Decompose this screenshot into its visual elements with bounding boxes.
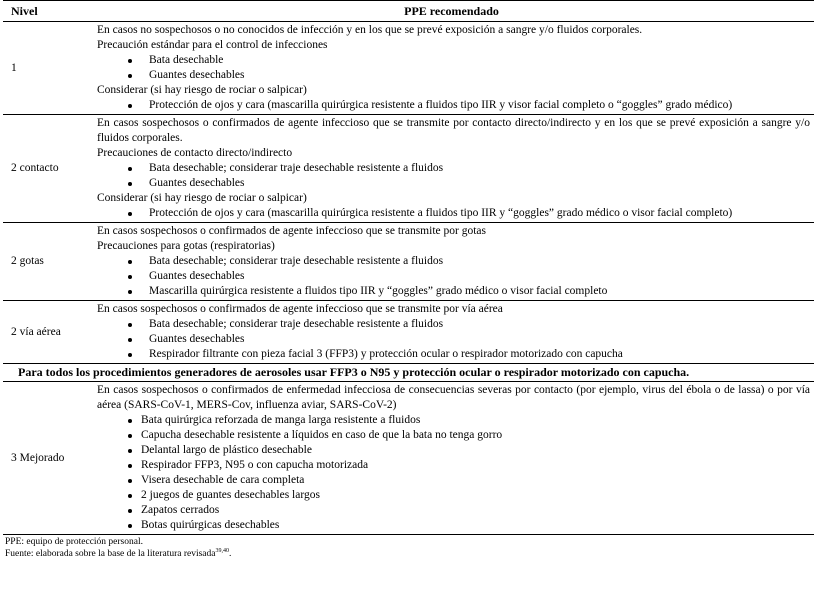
footnote-source-text: Fuente: elaborada sobre la base de la literatura revisada [5,549,216,559]
content-line: Precauciones de contacto directo/indirecto [97,147,293,159]
table-row [3,115,814,223]
bullet-item: Protección de ojos y cara (mascarilla quirúrgica resistente a fluidos tipo IIR y visor facial completo o “goggles” grado médico) [97,98,810,113]
row-content [89,382,814,535]
bullet-item: Guantes desechables [97,68,810,83]
content-line: En casos sospechosos o confirmados de agente infeccioso que se transmite por contacto directo/indirecto y en los que se prevé exposición a sangre y/o fluidos corporales. [97,117,810,144]
bullet-item: Mascarilla quirúrgica resistente a fluidos tipo IIR y “goggles” grado médico o visor facial completo [97,284,810,299]
table-row-enhanced [3,382,814,535]
row-level: 2 contacto [3,115,89,223]
bullet-item: Guantes desechables [97,332,810,347]
content-line: En casos sospechosos o confirmados de agente infeccioso que se transmite por gotas [97,225,486,237]
bullet-item: Botas quirúrgicas desechables [97,518,810,533]
bullet-item: Visera desechable de cara completa [97,473,810,488]
row-content [89,223,814,301]
table-header-row [3,1,814,22]
bullet-item: Respirador FFP3, N95 o con capucha motorizada [97,458,810,473]
bullet-item: Bata desechable; considerar traje desechable resistente a fluidos [97,317,810,332]
ppe-table [3,0,814,535]
row-level: 2 vía aérea [3,301,89,364]
content-line: Considerar (si hay riesgo de rociar o salpicar) [97,84,307,96]
table-footnotes [3,536,814,560]
all-procedures-row [3,364,814,382]
bullet-item: Bata desechable; considerar traje desechable resistente a fluidos [97,161,810,176]
content-line: En casos no sospechosos o no conocidos de infección y en los que se prevé exposición a sangre y/o fluidos corporales. [97,24,643,36]
table-body [3,22,814,535]
header-level: Nivel [3,1,89,22]
bullet-item: Respirador filtrante con pieza facial 3 (FFP3) y protección ocular o respirador motorizado con capucha [97,347,810,362]
bullet-item: Delantal largo de plástico desechable [97,443,810,458]
all-procedures-note: Para todos los procedimientos generadores de aerosoles usar FFP3 o N95 y protección ocular o respirador motorizado con capucha. [3,364,814,382]
content-line: En casos sospechosos o confirmados de agente infeccioso que se transmite por vía aérea [97,303,503,315]
row-content [89,301,814,364]
row-level: 2 gotas [3,223,89,301]
bullet-item: Zapatos cerrados [97,503,810,518]
bullet-item: Bata desechable; considerar traje desechable resistente a fluidos [97,254,810,269]
row-content [89,115,814,223]
header-ppe: PPE recomendado [89,1,814,22]
table-row [3,22,814,115]
bullet-item: 2 juegos de guantes desechables largos [97,488,810,503]
ppe-table-container [3,0,814,560]
content-line: Precauciones para gotas (respiratorias) [97,240,275,252]
footnote-abbreviation: PPE: equipo de protección personal. [5,537,143,547]
content-line: Considerar (si hay riesgo de rociar o salpicar) [97,192,307,204]
content-line: En casos sospechosos o confirmados de enfermedad infecciosa de consecuencias severas por contacto (por ejemplo, virus del ébola o de lassa) o por vía aérea (SARS-CoV-1, MERS-Cov, influenza aviar, SARS-CoV-2) [97,384,810,411]
content-line: Precaución estándar para el control de infecciones [97,39,328,51]
footnote-source [5,548,814,560]
row-level: 1 [3,22,89,115]
bullet-item: Guantes desechables [97,176,810,191]
bullet-item: Guantes desechables [97,269,810,284]
row-content [89,22,814,115]
bullet-item: Bata desechable [97,53,810,68]
footnote-source-refs: 39,40 [215,547,229,554]
bullet-item: Capucha desechable resistente a líquidos en caso de que la bata no tenga gorro [97,428,810,443]
bullet-item: Bata quirúrgica reforzada de manga larga resistente a fluidos [97,413,810,428]
bullet-item: Protección de ojos y cara (mascarilla quirúrgica resistente a fluidos tipo IIR y “goggles” grado médico o visor facial completo) [97,206,810,221]
footnote-source-end: . [228,549,232,559]
row-level: 3 Mejorado [3,382,89,535]
table-row [3,223,814,301]
table-row [3,301,814,364]
